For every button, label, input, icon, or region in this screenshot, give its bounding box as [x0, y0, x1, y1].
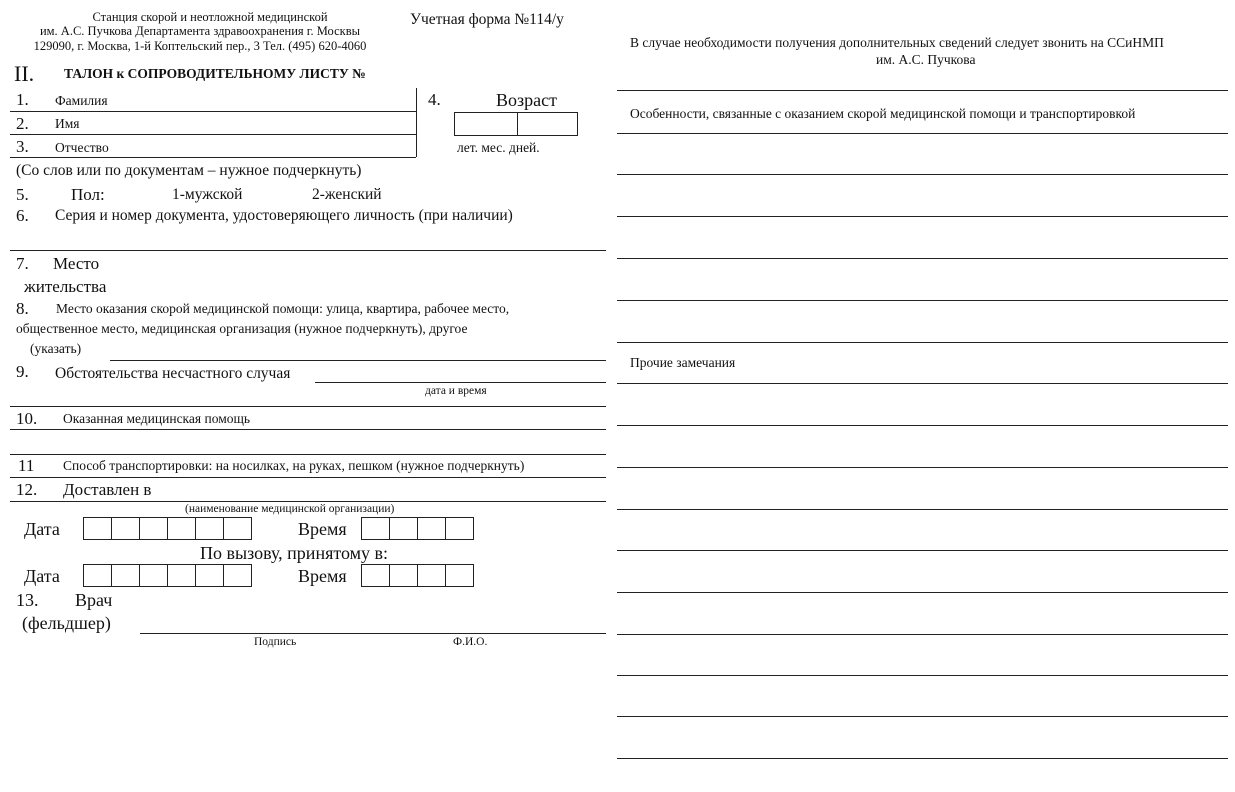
place-label-3: (указать): [30, 341, 82, 356]
notes-line-3[interactable]: [617, 467, 1228, 468]
delivered-label: Доставлен в: [63, 480, 152, 499]
date-grid-2[interactable]: [83, 564, 252, 587]
other-notes-label: Прочие замечания: [630, 355, 736, 370]
age-box[interactable]: [454, 112, 578, 136]
sex-label: Пол:: [71, 185, 105, 204]
date-label-2: Дата: [24, 566, 60, 586]
field-number-2: 2.: [16, 114, 29, 133]
field-number-12: 12.: [16, 480, 38, 499]
age-box-divider: [517, 112, 518, 136]
sex-option-female[interactable]: 2-женский: [312, 186, 382, 203]
name-block-divider: [416, 88, 417, 157]
features-line-2[interactable]: [617, 174, 1228, 175]
notes-line-2[interactable]: [617, 425, 1228, 426]
surname-line[interactable]: [10, 111, 416, 112]
org-line-2: им. А.С. Пучкова Департамента здравоохранения г. Москвы: [39, 24, 361, 38]
patronymic-line[interactable]: [10, 157, 416, 158]
notes-line-5[interactable]: [617, 550, 1228, 551]
doctor-signature-line[interactable]: [140, 633, 606, 634]
org-line-3: 129090, г. Москва, 1-й Коптельский пер., 3 Тел. (495) 620-4060: [33, 39, 367, 53]
org-line-1: Станция скорой и неотложной медицинской: [92, 10, 328, 24]
sex-option-male[interactable]: 1-мужской: [172, 186, 243, 203]
notes-line-4[interactable]: [617, 509, 1228, 510]
delivered-line[interactable]: [10, 501, 606, 502]
source-note: (Со слов или по документам – нужное подчеркнуть): [16, 162, 362, 179]
contact-note-1: В случае необходимости получения дополнительных сведений следует звонить на ССиНМП: [630, 35, 1164, 50]
circumstances-line[interactable]: [315, 382, 606, 383]
document-label: Серия и номер документа, удостоверяющего личность (при наличии): [55, 207, 513, 224]
signature-caption: Подпись: [254, 636, 297, 648]
features-line-4[interactable]: [617, 258, 1228, 259]
section-number: II.: [14, 61, 35, 86]
residence-label-2: жительства: [24, 277, 107, 296]
place-line[interactable]: [110, 360, 606, 361]
care-line-2[interactable]: [10, 454, 606, 455]
field-number-10: 10.: [16, 409, 38, 428]
contact-note-2: им. А.С. Пучкова: [876, 52, 976, 67]
notes-line-1[interactable]: [617, 383, 1228, 384]
features-label: Особенности, связанные с оказанием скорой медицинской помощи и транспортировкой: [630, 106, 1136, 121]
field-number-4: 4.: [428, 90, 441, 109]
doctor-label-2: (фельдшер): [22, 613, 111, 633]
features-line-1[interactable]: [617, 133, 1228, 134]
age-label: Возраст: [496, 90, 557, 110]
notes-line-9[interactable]: [617, 716, 1228, 717]
field-number-1: 1.: [16, 90, 29, 109]
document-line[interactable]: [10, 250, 606, 251]
field-number-11: 11: [18, 456, 35, 475]
features-line-5[interactable]: [617, 300, 1228, 301]
circumstances-label: Обстоятельства несчастного случая: [55, 365, 291, 382]
date-label-1: Дата: [24, 519, 60, 539]
care-line-1[interactable]: [10, 429, 606, 430]
age-units: лет. мес. дней.: [457, 140, 540, 155]
field-number-13: 13.: [16, 590, 39, 610]
field-number-9: 9.: [16, 362, 29, 381]
doctor-label-1: Врач: [75, 590, 113, 610]
datetime-line[interactable]: [10, 406, 606, 407]
place-label-2: общественное место, медицинская организация (нужное подчеркнуть), другое: [16, 321, 468, 336]
form-number: Учетная форма №114/у: [410, 11, 564, 28]
place-label-1: Место оказания скорой медицинской помощи: улица, квартира, рабочее место,: [56, 301, 510, 316]
date-grid-1[interactable]: [83, 517, 252, 540]
surname-label: Фамилия: [55, 93, 108, 108]
notes-line-8[interactable]: [617, 675, 1228, 676]
field-number-5: 5.: [16, 185, 29, 204]
time-grid-1[interactable]: [361, 517, 474, 540]
field-number-8: 8.: [16, 299, 29, 318]
field-number-6: 6.: [16, 206, 29, 225]
field-number-3: 3.: [16, 137, 29, 156]
residence-label-1: Место: [53, 254, 100, 273]
name-label: Имя: [55, 116, 80, 131]
care-label: Оказанная медицинская помощь: [63, 411, 251, 426]
time-grid-2[interactable]: [361, 564, 474, 587]
name-line[interactable]: [10, 134, 416, 135]
right-top-line: [617, 90, 1228, 91]
transport-line[interactable]: [10, 477, 606, 478]
fio-caption: Ф.И.О.: [453, 636, 488, 648]
notes-line-6[interactable]: [617, 592, 1228, 593]
notes-line-10[interactable]: [617, 758, 1228, 759]
patronymic-label: Отчество: [55, 140, 109, 155]
features-line-6[interactable]: [617, 342, 1228, 343]
features-line-3[interactable]: [617, 216, 1228, 217]
field-number-7: 7.: [16, 254, 29, 273]
org-name-caption: (наименование медицинской организации): [185, 503, 395, 515]
time-label-1: Время: [298, 519, 347, 539]
section-title: ТАЛОН к СОПРОВОДИТЕЛЬНОМУ ЛИСТУ №: [64, 66, 366, 81]
datetime-caption: дата и время: [425, 385, 487, 397]
notes-line-7[interactable]: [617, 634, 1228, 635]
call-received-label: По вызову, принятому в:: [200, 543, 389, 563]
transport-label: Способ транспортировки: на носилках, на руках, пешком (нужное подчеркнуть): [63, 458, 525, 473]
time-label-2: Время: [298, 566, 347, 586]
